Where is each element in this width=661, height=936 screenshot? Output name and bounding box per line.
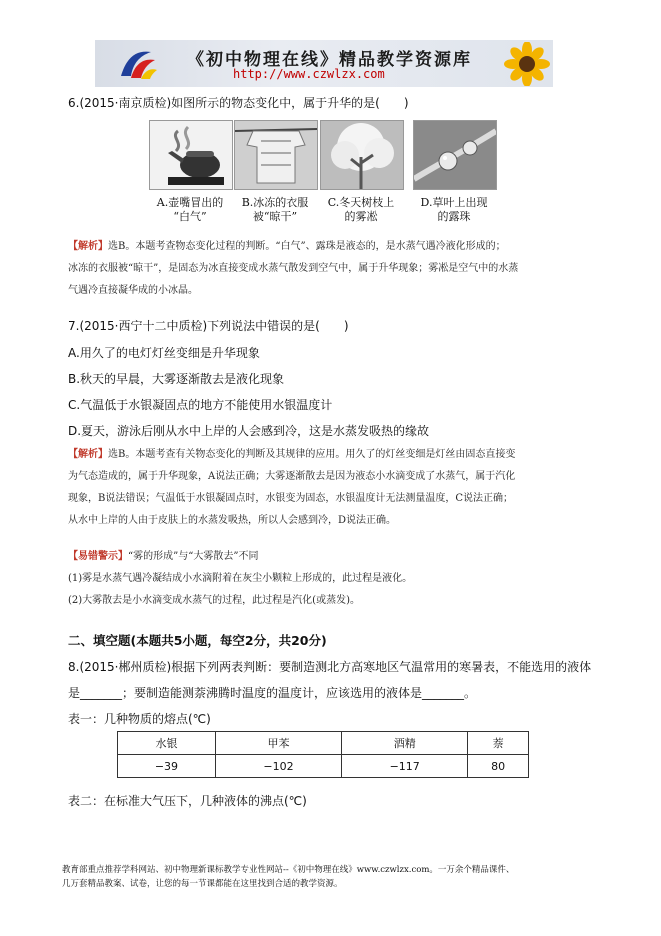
rime-tree-image [320, 120, 404, 190]
analysis-tag: 【解析】 [68, 241, 108, 252]
site-logo-icon [117, 46, 159, 82]
table1-caption: 表一：几种物质的熔点(℃) [68, 712, 211, 726]
warning-tag: 【易错警示】 [68, 551, 128, 562]
banner-title: 《初中物理在线》精品教学资源库 [187, 50, 472, 70]
table-cell: −117 [342, 755, 468, 778]
q7-option-b: B.秋天的早晨，大雾逐渐散去是液化现象 [68, 372, 285, 386]
section-heading: 二、填空题(本题共5小题，每空2分，共20分) [68, 633, 327, 648]
table-header: 萘 [468, 732, 529, 755]
option-d-caption: D.草叶上出现 的露珠 [420, 196, 488, 223]
sunflower-icon [502, 42, 552, 86]
q8-line1: 8.(2015·郴州质检)根据下列两表判断：要制造测北方高寒地区气温常用的寒暑表，不能选用的液体 [68, 660, 592, 674]
table-cell: −102 [215, 755, 341, 778]
analysis-tag: 【解析】 [68, 449, 108, 460]
melting-point-table [117, 731, 529, 778]
q6-analysis: 【解析】选B。本题考查物态变化过程的判断。“白气”、露珠是液态的，是水蒸气遇冷液化形成的； 冰冻的衣服被“晾干”，是固态为冰直接变成水蒸气散发到空气中，属于升华现象；雾凇是空气中的水蒸 气遇冷直接凝华成的小冰晶。 [68, 241, 519, 296]
q7-option-a: A.用久了的电灯灯丝变细是升华现象 [68, 346, 260, 360]
q7-question: 7.(2015·西宁十二中质检)下列说法中错误的是( ) [68, 319, 349, 333]
table-cell: −39 [118, 755, 216, 778]
table2-caption: 表二：在标准大气压下，几种液体的沸点(℃) [68, 794, 307, 808]
option-c-caption: C.冬天树枝上 的雾凇 [327, 196, 395, 223]
option-a-caption: A.壶嘴冒出的 “白气” [156, 196, 224, 223]
table-row [118, 732, 529, 755]
q8-line2: 是_______；要制造能测萘沸腾时温度的温度计，应该选用的液体是_______。 [68, 686, 477, 700]
dewdrop-image [413, 120, 497, 190]
table-header: 酒精 [342, 732, 468, 755]
header-banner [95, 40, 553, 87]
table-cell: 80 [468, 755, 529, 778]
q7-analysis: 【解析】选B。本题考查有关物态变化的判断及其规律的应用。用久了的灯丝变细是灯丝由固态直接变 为气态造成的，属于升华现象，A说法正确；大雾逐渐散去是因为液态小水滴变成了水蒸气，属于汽化 现象，B说法错误；气温低于水银凝固点时，水银变为固态，水银温度计无法测量温度，C说法正确； 从水中上岸的人由于皮肤上的水蒸发吸热，所以人会感到冷，D说法正确。 [68, 449, 516, 526]
table-row [118, 755, 529, 778]
q7-warning: 【易错警示】“雾的形成”与“大雾散去”不同 (1)雾是水蒸气遇冷凝结成小水滴附着在灰尘小颗粒上形成的，此过程是液化。 (2)大雾散去是小水滴变成水蒸气的过程，此过程是汽化(或蒸发)。 [68, 551, 413, 606]
banner-url: http://www.czwlzx.com [233, 67, 385, 81]
option-b-caption: B.冰冻的衣服 被“晾干” [241, 196, 309, 223]
table-header: 甲苯 [215, 732, 341, 755]
table-header: 水银 [118, 732, 216, 755]
q6-question: 6.(2015·南京质检)如图所示的物态变化中，属于升华的是( ) [68, 96, 409, 110]
kettle-steam-image [149, 120, 233, 190]
frozen-clothes-image [234, 120, 318, 190]
page-footer: 教育部重点推荐学科网站、初中物理新课标教学专业性网站--《初中物理在线》www.czwlzx.com。一万余个精品课件、 几万套精品教案、试卷，让您的每一节课都能在这里找到合适的教学资源。 [62, 865, 515, 889]
q7-option-d: D.夏天，游泳后刚从水中上岸的人会感到冷，这是水蒸发吸热的缘故 [68, 424, 430, 438]
q7-option-c: C.气温低于水银凝固点的地方不能使用水银温度计 [68, 398, 333, 412]
